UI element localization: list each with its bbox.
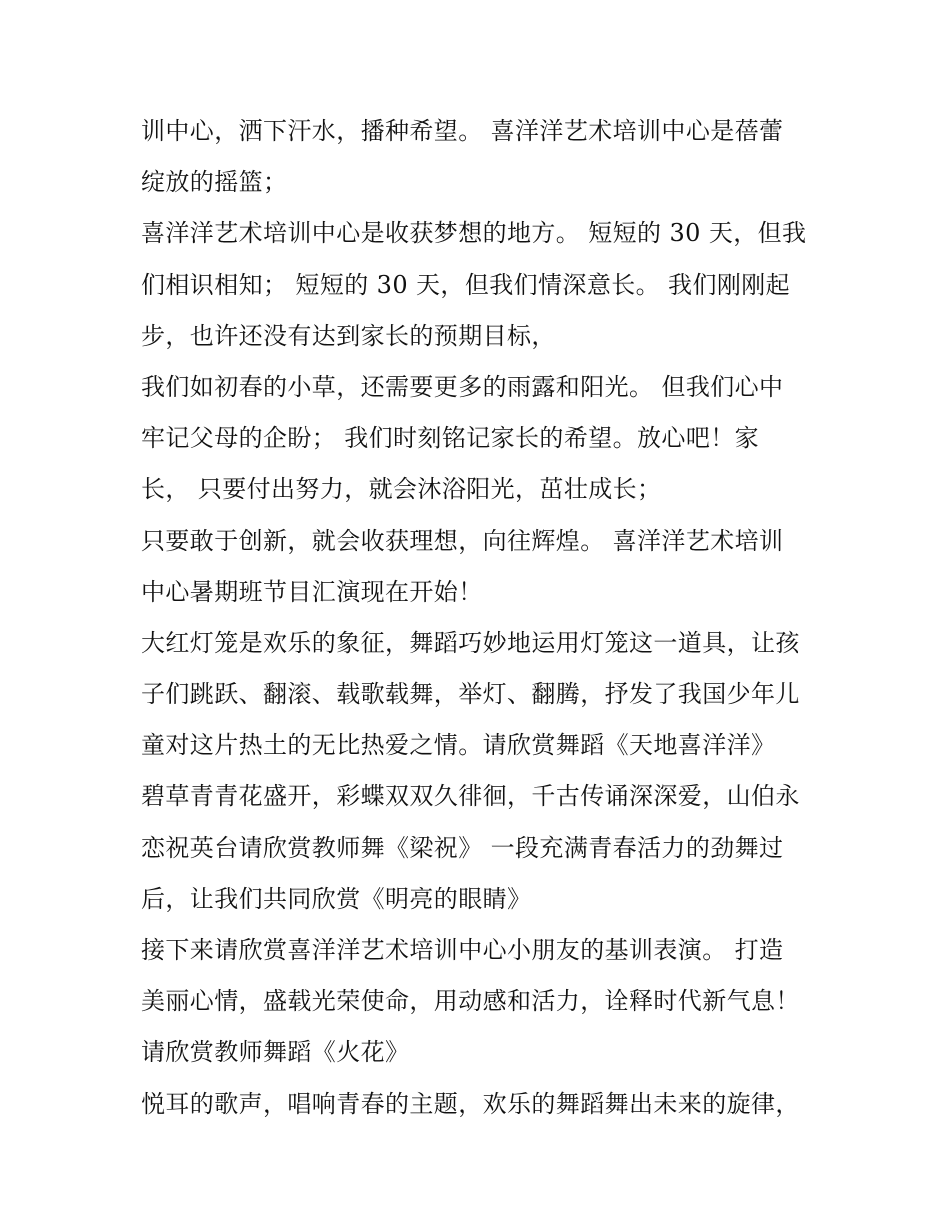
- text-line: 步，也许还没有达到家长的预期目标，: [141, 321, 556, 350]
- text-line: 牢记父母的企盼； 我们时刻铭记家长的希望。放心吧！家: [141, 424, 760, 453]
- text-line: 悦耳的歌声，唱响青春的主题，欢乐的舞蹈舞出未来的旋律，: [141, 1089, 800, 1118]
- text-line: 中心暑期班节目汇演现在开始！: [141, 577, 483, 606]
- text-line: 大红灯笼是欢乐的象征，舞蹈巧妙地运用灯笼这一道具，让孩: [141, 628, 800, 657]
- text-line: 们相识相知； 短短的 30 天，但我们情深意长。 我们刚刚起: [141, 270, 791, 299]
- text-line: 绽放的摇篮；: [141, 168, 288, 197]
- text-line: 我们如初春的小草，还需要更多的雨露和阳光。 但我们心中: [141, 372, 784, 401]
- text-line: 童对这片热土的无比热爱之情。请欣赏舞蹈《天地喜洋洋》: [141, 731, 776, 760]
- text-line: 只要敢于创新，就会收获理想，向往辉煌。 喜洋洋艺术培训: [141, 526, 784, 555]
- text-line: 喜洋洋艺术培训中心是收获梦想的地方。 短短的 30 天，但我: [141, 219, 807, 248]
- text-line: 后，让我们共同欣赏《明亮的眼睛》: [141, 884, 532, 913]
- text-line: 接下来请欣赏喜洋洋艺术培训中心小朋友的基训表演。 打造: [141, 936, 784, 964]
- text-line: 恋祝英台请欣赏教师舞《梁祝》 一段充满青春活力的劲舞过: [141, 833, 784, 862]
- body-text: [141, 106, 841, 1130]
- text-line: 长， 只要付出努力，就会沐浴阳光，茁壮成长；: [141, 475, 662, 504]
- text-line: 碧草青青花盛开，彩蝶双双久徘徊，千古传诵深深爱，山伯永: [141, 782, 800, 811]
- text-line: 请欣赏教师舞蹈《火花》: [141, 1038, 410, 1067]
- text-line: 美丽心情，盛载光荣使命，用动感和活力，诠释时代新气息！: [141, 987, 800, 1016]
- text-line: 训中心，洒下汗水，播种希望。 喜洋洋艺术培训中心是蓓蕾: [141, 117, 784, 145]
- text-line: 子们跳跃、翻滚、载歌载舞，举灯、翻腾，抒发了我国少年儿: [141, 680, 800, 709]
